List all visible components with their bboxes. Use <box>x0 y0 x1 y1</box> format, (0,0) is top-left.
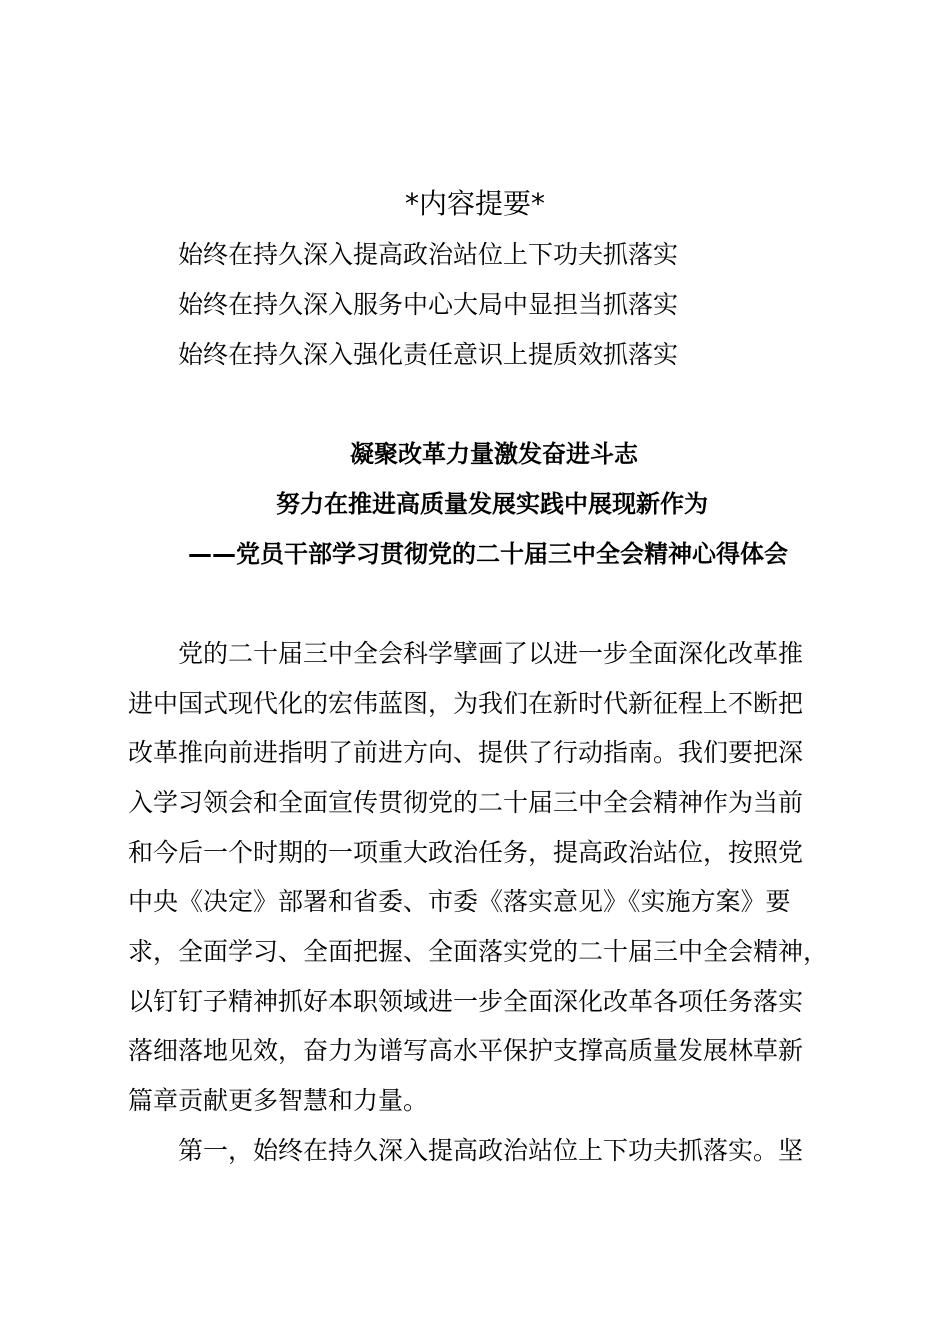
body-line: 党的二十届三中全会科学擘画了以进一步全面深化改革推 <box>128 639 804 668</box>
summary-item: 始终在持久深入强化责任意识上提质效抓落实 <box>178 340 679 369</box>
body-line: 篇章贡献更多智慧和力量。 <box>128 1086 429 1115</box>
body-line: 以钉钉子精神抓好本职领域进一步全面深化改革各项任务落实 <box>128 987 804 1016</box>
body-line: 进中国式现代化的宏伟蓝图，为我们在新时代新征程上不断把 <box>128 689 804 718</box>
article-title-line-2: 努力在推进高质量发展实践中展现新作为 <box>276 490 708 518</box>
body-line: 中央《决定》部署和省委、市委《落实意见》《实施方案》要 <box>128 887 791 916</box>
summary-title: *内容提要* <box>404 187 545 220</box>
body-line: 落细落地见效，奋力为谱写高水平保护支撑高质量发展林草新 <box>128 1036 804 1065</box>
article-title-line-1: 凝聚改革力量激发奋进斗志 <box>350 440 638 468</box>
summary-item: 始终在持久深入提高政治站位上下功夫抓落实 <box>178 240 679 269</box>
body-line: 改革推向前进指明了前进方向、提供了行动指南。我们要把深 <box>128 738 804 767</box>
body-line: 和今后一个时期的一项重大政治任务，提高政治站位，按照党 <box>128 838 804 867</box>
article-subtitle: ——党员干部学习贯彻党的二十届三中全会精神心得体会 <box>188 540 788 568</box>
summary-item: 始终在持久深入服务中心大局中显担当抓落实 <box>178 290 679 319</box>
body-line: 第一，始终在持久深入提高政治站位上下功夫抓落实。坚 <box>128 1136 804 1165</box>
body-line: 入学习领会和全面宣传贯彻党的二十届三中全会精神作为当前 <box>128 788 804 817</box>
body-line: 求，全面学习、全面把握、全面落实党的二十届三中全会精神， <box>128 937 829 966</box>
